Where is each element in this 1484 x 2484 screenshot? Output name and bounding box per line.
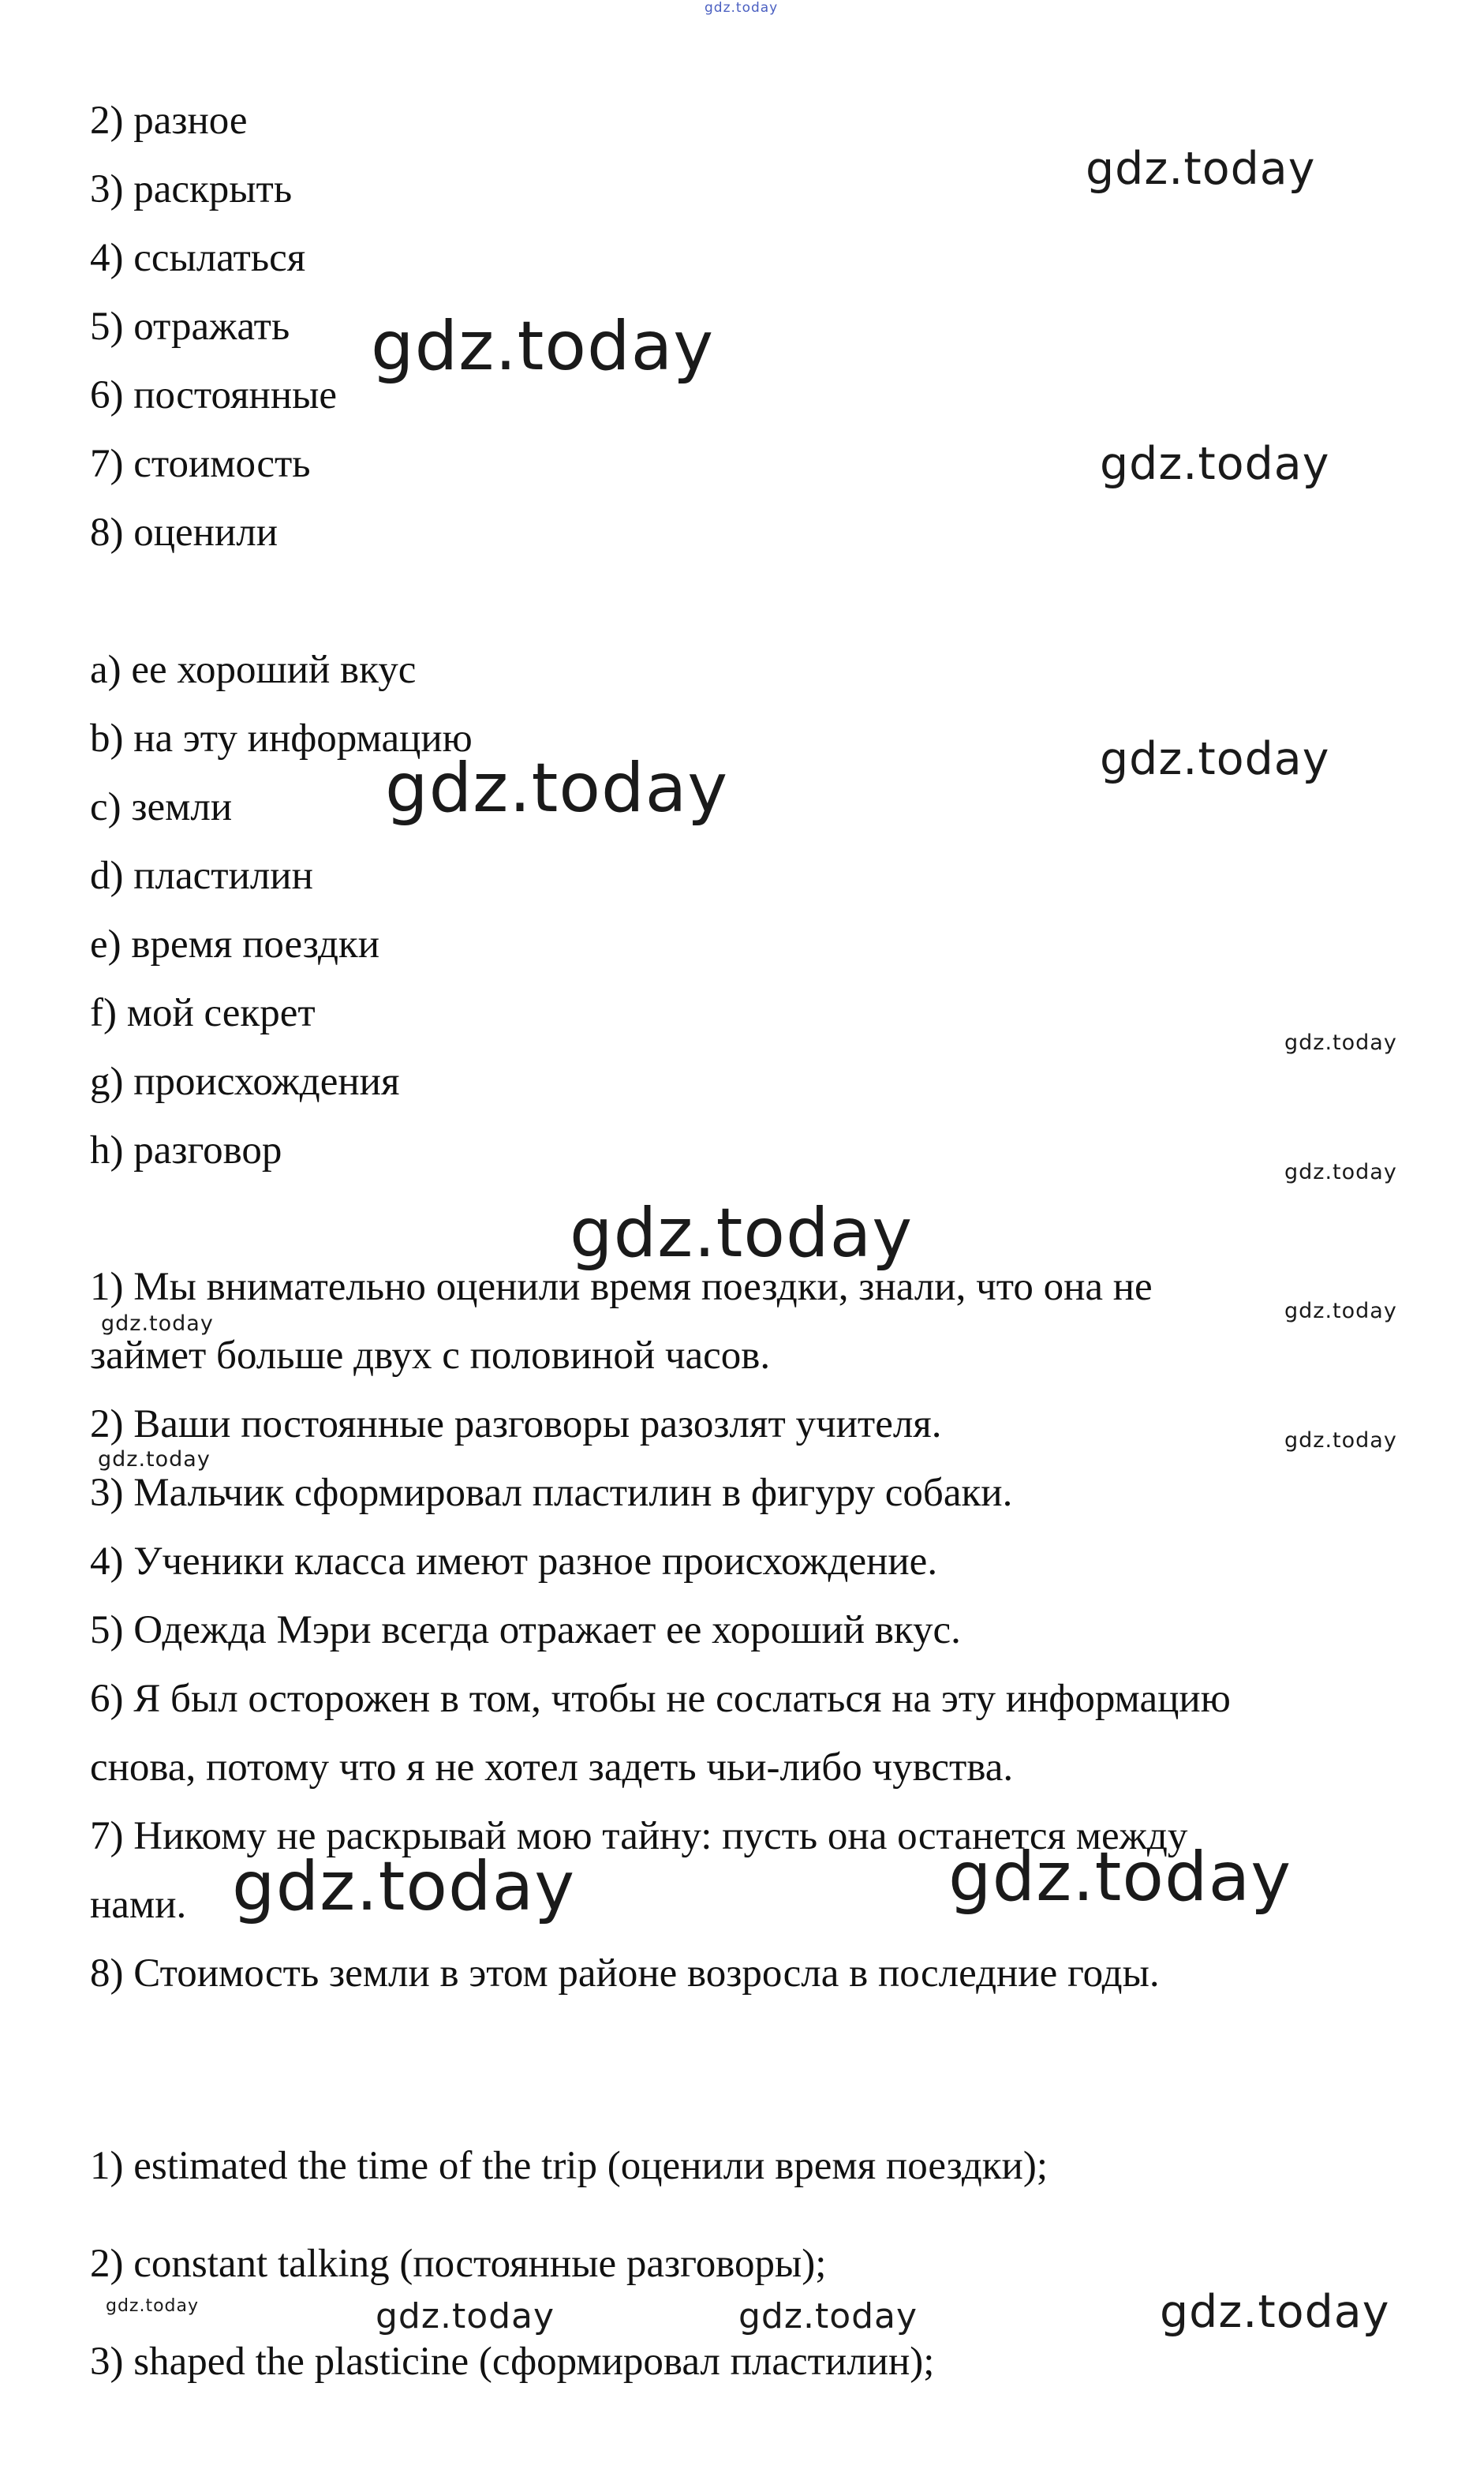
translation-line: 6) Я был осторожен в том, чтобы не сослаться на эту информацию	[90, 1677, 1231, 1721]
phrase-item: a) ее хороший вкус	[90, 648, 417, 692]
english-item: 2) constant talking (постоянные разговоры);	[90, 2242, 827, 2286]
watermark: gdz.today	[1284, 1428, 1397, 1453]
watermark: gdz.today	[1100, 733, 1330, 785]
english-item: 1) estimated the time of the trip (оценили время поездки);	[90, 2144, 1048, 2188]
watermark: gdz.today	[1086, 143, 1316, 195]
phrase-item: e) время поездки	[90, 922, 379, 967]
watermark-top: gdz.today	[705, 0, 779, 16]
watermark: gdz.today	[1284, 1031, 1397, 1055]
translation-line: 2) Ваши постоянные разговоры разозлят учителя.	[90, 1402, 942, 1446]
watermark: gdz.today	[1284, 1160, 1397, 1184]
word-item: 7) стоимость	[90, 442, 311, 486]
word-item: 5) отражать	[90, 305, 290, 349]
watermark: gdz.today	[738, 2296, 918, 2336]
watermark: gdz.today	[232, 1847, 576, 1926]
watermark: gdz.today	[1160, 2286, 1390, 2338]
watermark: gdz.today	[106, 2296, 200, 2316]
word-item: 8) оценили	[90, 511, 278, 555]
watermark: gdz.today	[371, 307, 715, 386]
translation-line: 1) Мы внимательно оценили время поездки, знали, что она не	[90, 1265, 1153, 1309]
translation-line: 4) Ученики класса имеют разное происхождение.	[90, 1539, 938, 1584]
watermark: gdz.today	[376, 2296, 555, 2336]
watermark: gdz.today	[101, 1311, 214, 1336]
translation-line: снова, потому что я не хотел задеть чьи-либо чувства.	[90, 1745, 1014, 1790]
phrase-item: c) земли	[90, 785, 233, 829]
phrase-item: f) мой секрет	[90, 991, 316, 1035]
word-item: 3) раскрыть	[90, 167, 293, 211]
phrase-item: b) на эту информацию	[90, 716, 473, 761]
translation-line: 7) Никому не раскрывай мою тайну: пусть она останется между	[90, 1814, 1188, 1858]
watermark: gdz.today	[948, 1838, 1292, 1917]
translation-line: нами.	[90, 1883, 187, 1927]
word-item: 6) постоянные	[90, 373, 338, 417]
phrase-item: h) разговор	[90, 1128, 282, 1173]
phrase-item: d) пластилин	[90, 854, 313, 898]
word-item: 4) ссылаться	[90, 236, 306, 280]
translation-line: 5) Одежда Мэри всегда отражает ее хороший вкус.	[90, 1608, 961, 1652]
watermark: gdz.today	[98, 1447, 211, 1472]
translation-line: 8) Стоимость земли в этом районе возросла в последние годы.	[90, 1951, 1160, 1996]
watermark: gdz.today	[1284, 1299, 1397, 1323]
translation-line: 3) Мальчик сформировал пластилин в фигуру собаки.	[90, 1471, 1013, 1515]
word-item: 2) разное	[90, 99, 248, 143]
watermark: gdz.today	[385, 749, 729, 828]
translation-line: займет больше двух с половиной часов.	[90, 1334, 771, 1378]
english-item: 3) shaped the plasticine (сформировал пластилин);	[90, 2340, 935, 2384]
watermark: gdz.today	[1100, 438, 1330, 490]
phrase-item: g) происхождения	[90, 1060, 400, 1104]
watermark: gdz.today	[570, 1194, 914, 1273]
